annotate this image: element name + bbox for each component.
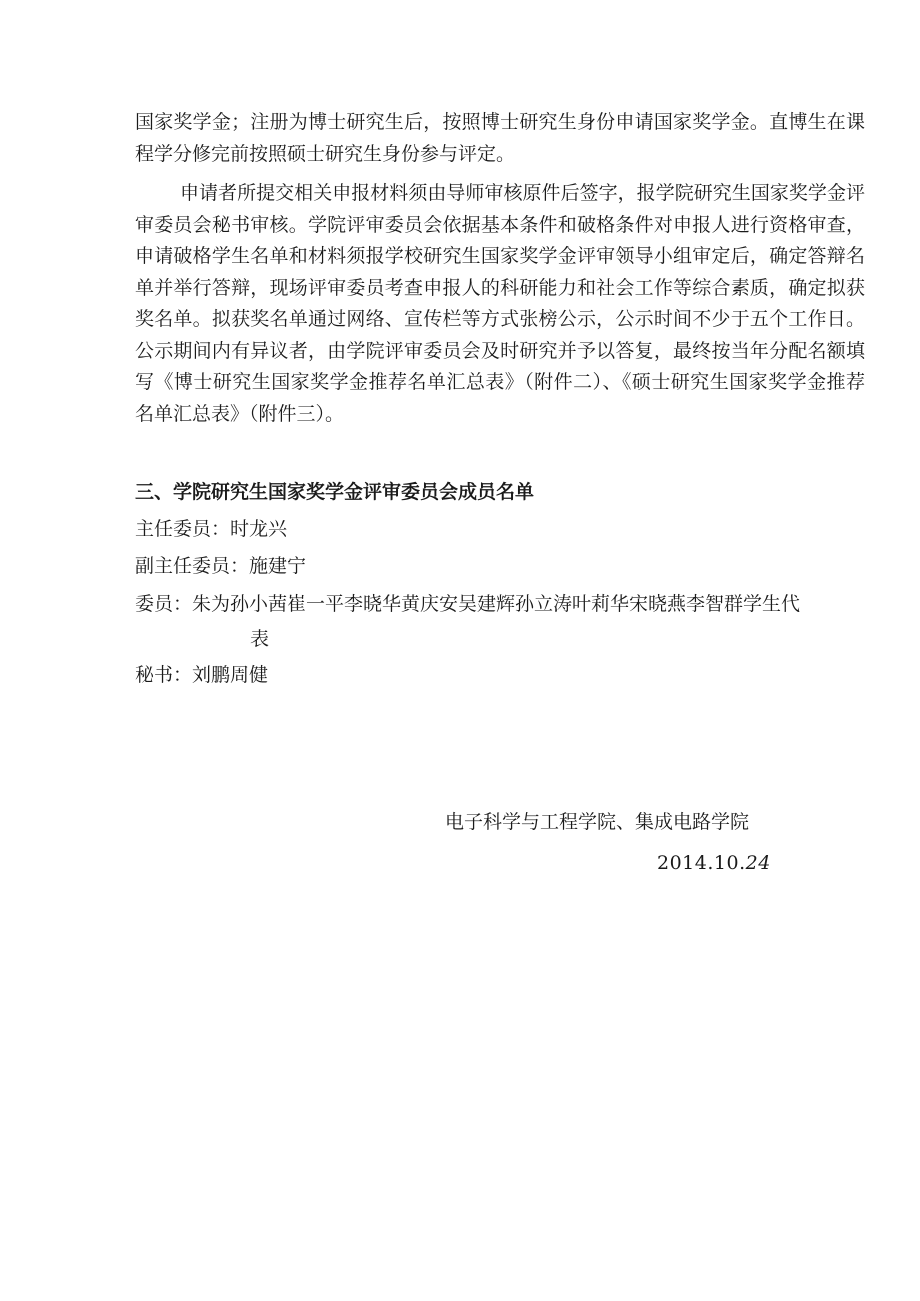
vice-chair-label: 副主任委员： [135, 555, 250, 577]
issue-date [657, 847, 771, 879]
secretary-label: 秘书： [135, 664, 193, 686]
committee-members-row [135, 588, 800, 620]
issue-date-prefix: 2014.10. [657, 852, 746, 874]
members-names: 朱为孙小茜崔一平李晓华黄庆安吴建辉孙立涛叶莉华宋晓燕李智群学生代 [192, 593, 801, 615]
secretary-names: 刘鹏周健 [192, 664, 269, 686]
committee-vice-chair-row [135, 550, 306, 582]
issue-date-day: 24 [745, 852, 771, 874]
committee-members-continuation: 表 [250, 628, 270, 650]
issuing-organization: 电子科学与工程学院、集成电路学院 [445, 811, 750, 833]
chair-label: 主任委员： [135, 518, 231, 540]
paragraph-review-procedure: 申请者所提交相关申报材料须由导师审核原件后签字，报学院研究生国家奖学金评审委员会秘书审核。学院评审委员会依据基本条件和破格条件对申报人进行资格审查，申请破格学生名单和材料须报学校研究生国家奖学金评审领导小组审定后，确定答辩名单并举行答辩，现场评审委员考查申报人的科研能力和社会工作等综合素质，确定拟获奖名单。拟获奖名单通过网络、宣传栏等方式张榜公示，公示时间不少于五个工作日。公示期间内有异议者，由学院评审委员会及时研究并予以答复，最终按当年分配名额填写《博士研究生国家奖学金推荐名单汇总表》（附件二）、《硕士研究生国家奖学金推荐名单汇总表》（附件三）。 [135, 182, 865, 425]
committee-secretary-row [135, 659, 268, 691]
paragraph-eligibility: 国家奖学金；注册为博士研究生后，按照博士研究生身份申请国家奖学金。直博生在课程学分修完前按照硕士研究生身份参与评定。 [135, 111, 865, 165]
section-heading-committee: 三、学院研究生国家奖学金评审委员会成员名单 [135, 481, 535, 503]
members-label: 委员： [135, 593, 193, 615]
chair-name: 时龙兴 [230, 518, 288, 540]
committee-chair-row [135, 513, 287, 545]
vice-chair-name: 施建宁 [249, 555, 307, 577]
